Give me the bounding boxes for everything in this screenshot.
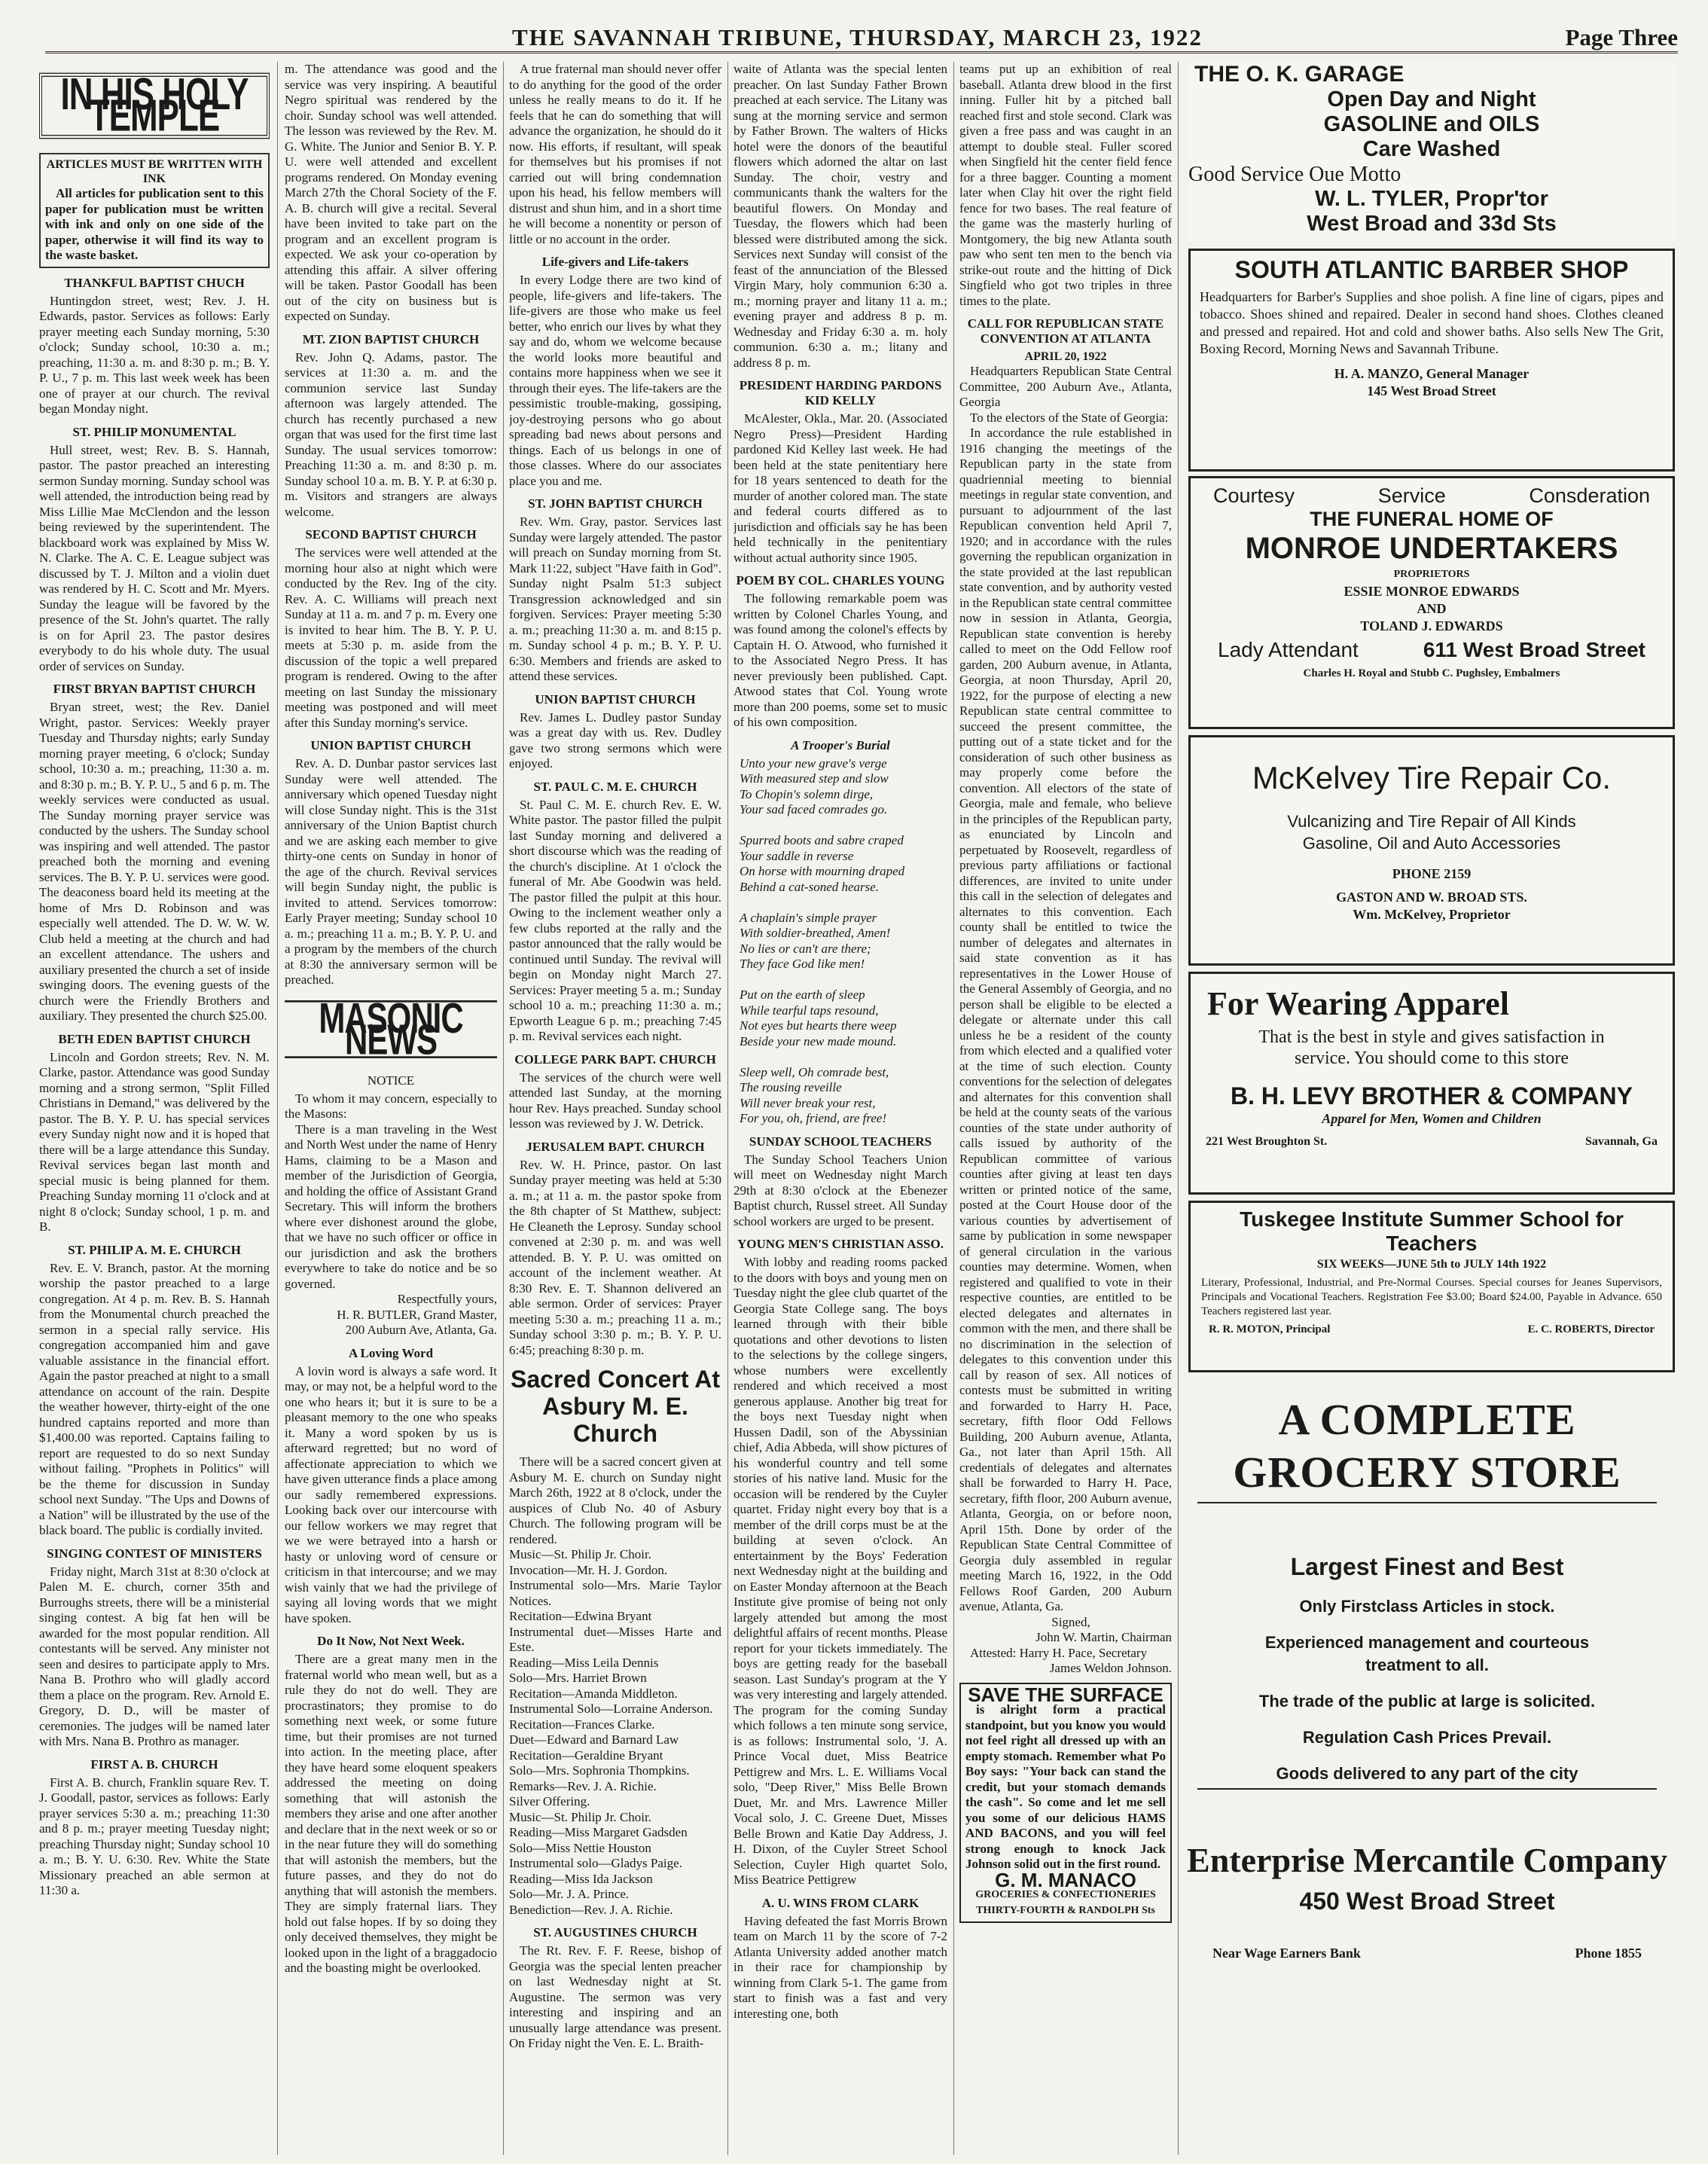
barber-manager: H. A. MANZO, General Manager (1334, 366, 1530, 381)
article-heading: CALL FOR REPUBLICAN STATE CONVENTION AT ATLANTA (967, 316, 1164, 346)
tuskegee-ad (1188, 1201, 1675, 1372)
poem-line: On horse with mourning draped (740, 864, 905, 878)
paper-title: THE SAVANNAH TRIBUNE, THURSDAY, MARCH 23, 1922 (512, 24, 1203, 50)
program-item: Benediction—Rev. J. A. Richie. (509, 1902, 673, 1917)
column-3 (509, 62, 721, 2156)
grocery-lines (1182, 1506, 1672, 1785)
poem-line: Not eyes but hearts there weep (740, 1018, 897, 1033)
article-body: Lincoln and Gordon streets; Rev. N. M. Clarke, pastor. Attendance was good Sunday morning and a strong sermon, "Split Filled Christians in Demand," was delivered by the pastor. The B. Y. P. U. has special services every Sunday night now and it is hoped that there will be a large attendance this Sunday. Revival services began last month and special music is being planned for them. Preaching Sunday morning 11 o'clock and at night 8 o'clock; Sunday school, 1 p. m. and B. (39, 1049, 270, 1234)
article-body: With lobby and reading rooms packed to the doors with boys and young men on Tuesday night the glee club quartet of the Georgia State College sang. The boys learned through with their bible quotations and other devotions to listen to the selections by the college singers, whose numbers were excellently rendered and which received a most generous applause. Another big treat for the boys next Tuesday night when Hussen Dadil, son of the Abyssinian chief, Adia Abbeda, will show pictures of his wonderful country and tell some stories of his native land. Music for the occasion will be rendered by the Cuyler quartet. Friday night every boy that is a member of the drill corps must be at the building at seven o'clock. An entertainment by the Boys' Federation next Wednesday night at the building and on Easter Monday afternoon at the Beach Institute give promise of being not only largely attended but among the most delightful affairs of recent months. Please report for your tickets immediately. The boys are getting ready for the baseball season. Last Sunday's program at the Y was very interesting and largely attended. The program for the coming Sunday which follows a ten minute song service, is as follows: Instrumental solo, 'J. A. Prince Vocal duet, Miss Beatrice Pettigrew and Mrs. L. E. Williams Vocal solo, "Deep River," Miss Belle Brown Duet, Mr. and Mrs. Lawrence Miller Vocal solo, J. C. Greene Duet, Misses Belle Brown and Katie Day Address, J. H. Dixon, of the Cuyler Street School Selection, Cuyler High quartet Solo, Miss Beatrice Pettigrew (734, 1255, 947, 1887)
barber-address: 145 West Broad Street (1367, 383, 1496, 398)
save-surface-name: G. M. MANACO (995, 1868, 1136, 1891)
article-heading: SECOND BAPTIST CHURCH (305, 527, 477, 542)
article-body: teams put up an exhibition of real baseball. Atlanta drew blood in the first inning. Fuller hit by a pitched ball reached first and stole second. Clark was given a free pass and was caught in an attempt to double steal. Fuller scored when Singfield hit the center field fence for a three bagger. Counting a moment later when Clay hit over the right field fence for two bases. The real feature of the game was the masterly hurling of Montgomery, the big new Atlanta south paw who sent ten men to the bench via strike-out route and the hitting of Dick Singfield who got two triples in three times to the plate. (959, 62, 1172, 308)
article-heading: UNION BAPTIST CHURCH (535, 691, 696, 707)
grocery-line: Experienced management and courteous treatment to all. (1264, 1633, 1590, 1674)
tire-heading: McKelvey Tire Repair Co. (1252, 760, 1612, 795)
article-heading: A. U. WINS FROM CLARK (761, 1895, 920, 1910)
program-item: Solo—Mr. J. A. Prince. (509, 1887, 630, 1901)
funeral-proprietor: ESSIE MONROE EDWARDS (1344, 584, 1520, 599)
ok-garage-ad (1188, 62, 1675, 241)
notice-body: There is a man traveling in the West and North West under the name of Henry Hams, claiming to be a Mason and member of the Jurisdiction of Georgia, and holding the office of Assistant Grand Secretary. This will inform the brothers where ever dishonest around the globe, that we have no such officer or office in our jurisdiction and ask the brothers everywhere to take do notice and be so governed. (285, 1122, 497, 1291)
column-5 (959, 62, 1172, 2156)
grocery-line: Only Firstclass Articles in stock. (1299, 1597, 1555, 1616)
ink-notice (39, 153, 270, 268)
tuskegee-signatures (1191, 1322, 1673, 1338)
convention-date: APRIL 20, 1922 (1024, 350, 1107, 363)
article-heading: Life-givers and Life-takers (541, 255, 689, 269)
poem-line: Beside your new made mound. (740, 1033, 897, 1048)
funeral-tagline-word: Consderation (1529, 484, 1650, 507)
poem-title: A Trooper's Burial (791, 737, 890, 752)
article-body: There are a great many men in the fraternal world who mean well, but as a rule they do not do well. They are procrastinators; they promise to do something next week, or some future time, but their promises are not turned into action. In the meeting place, after they have heard some eloquent speakers addressed the meeting on doing something that will astonish the members they arise and one after another and declare that in the next week or so or in the near future they will do something that will astonish the members, but the future passes, and they do not do anything that will astonish the members. They are simply fraternal liars. They hold out false hopes. If by so doing they only deceived themselves, they might be looked upon in the light of a braggadocio and the boasting might be overlooked. (285, 1652, 497, 1975)
grocery-line: Largest Finest and Best (1290, 1553, 1564, 1580)
apparel-tagline: That is the best in style and gives satisfaction in service. You should come to this store (1258, 1027, 1605, 1068)
article-body: A lovin word is always a safe word. It may, or may not, be a helpful word to the one who hears it; but it is sure to be a pleasant memory to the one who speaks it. Many a word spoken by us is afterward regretted; but no word of affectionate appreciation to which we have given utterance finds a place among our sadly remembered expressions. Looking back over our intercourse with our fellow workers we may regret that we we were betrayed into a harsh or hasty or unloving word of censure or criticism in that intercourse; and we may wish vainly that we had the privilege of saying all loving words that we might have spoken. (285, 1363, 497, 1625)
article-body: Rev. James L. Dudley pastor Sunday was a great day with us. Rev. Dudley gave two strong sermons which were enjoyed. (509, 710, 721, 771)
article-body: Rev. Wm. Gray, pastor. Services last Sunday were largely attended. The pastor will preach on Sunday morning from St. Mark 11:22, subject "Have faith in God". Sunday night Psalm 51:3 subject Transgression acknowledged and sin forgiven. Services: Prayer meeting 5:30 a. m.; preaching 11:30 a. m. and 8:15 p. m. Sunday school 4 p. m.; B. Y. P. U. 6:30. Members and friends are asked to attend these services. (509, 514, 721, 683)
grocery-phone: Phone 1855 (1575, 1946, 1642, 1961)
poem-line (734, 818, 947, 834)
program-item: Instrumental duet—Misses Harte and Este. (509, 1624, 721, 1654)
barber-heading: SOUTH ATLANTIC BARBER SHOP (1234, 256, 1629, 283)
grocery-company: Enterprise Mercantile Company (1187, 1841, 1667, 1879)
concert-heading (509, 1366, 721, 1447)
notice-heading: NOTICE (367, 1073, 415, 1088)
apparel-line: Apparel for Men, Women and Children (1322, 1111, 1542, 1126)
program-item: Invocation—Mr. H. J. Gordon. (509, 1562, 668, 1577)
poem-line: Unto your new grave's verge (740, 755, 887, 771)
article-heading: YOUNG MEN'S CHRISTIAN ASSO. (737, 1237, 944, 1251)
article-body: The services were well attended at the morning hour also at night which were conducted by the Rev. Ing of the city. Rev. A. C. Williams will preach next Sunday at 11 a. m. and 7 p. m. Every one is invited to hear him. The B. Y. P. U. meets at 5:30 p. m. aside from the discussion of the topic a well prepared program is rendered. Owing to the after meeting on last Sunday the missionary meeting was postponed and will meet after this Sunday morning's service. (285, 545, 497, 730)
article-body: The services of the church were well attended last Sunday, at the morning hour Rev. Hays preached. Sunday school lesson was reviewed by J. W. Detrick. (509, 1070, 721, 1131)
concert-program (509, 1547, 721, 1918)
article-body: Rev. A. D. Dunbar pastor services last Sunday were well attended. The anniversary which opened Tuesday night will close Sunday night. This is the 31st anniversary of the Union Baptist church and we are asking each member to give thirty-one cents on Sunday in honor of the age of the church. Revival services will begin Sunday night, the public is invited to attend. Services tomorrow: Early Prayer meeting; Sunday school 10 a. m.; preaching 11 a. m.; B. Y. P. U. and a program by the members of the church at 8:30 the anniversary sermon will be preached. (285, 756, 497, 987)
program-item: Instrumental solo—Gladys Paige. (509, 1856, 682, 1870)
poem-line: Put on the earth of sleep (740, 987, 865, 1002)
poem-line (734, 1049, 947, 1065)
poem-verses (734, 756, 947, 1127)
garage-line: Good Service Oue Motto (1188, 163, 1401, 186)
article-heading: ST. PAUL C. M. E. CHURCH (533, 779, 697, 794)
article-heading: SUNDAY SCHOOL TEACHERS (749, 1134, 932, 1149)
funeral-tagline (1191, 478, 1673, 508)
tire-repair-ad (1188, 735, 1675, 966)
article-heading: THANKFUL BAPTIST CHUCH (64, 275, 245, 290)
garage-line: Care Washed (1362, 137, 1501, 161)
signature-line: Respectfully yours, (397, 1292, 497, 1306)
poem-line: Spurred boots and sabre craped (740, 833, 904, 847)
program-item: Reading—Miss Margaret Gadsden (509, 1825, 688, 1839)
poem-line: A chaplain's simple prayer (740, 910, 877, 925)
column-4 (734, 62, 947, 2156)
funeral-attendant: Lady Attendant (1218, 638, 1359, 661)
poem-line: No lies or can't are there; (740, 941, 871, 956)
grocery-line: Goods delivered to any part of the city (1276, 1764, 1578, 1783)
tuskegee-dates: SIX WEEKS—JUNE 5th to JULY 14th 1922 (1316, 1258, 1547, 1271)
grocery-line: Regulation Cash Prices Prevail. (1302, 1728, 1552, 1747)
program-item: Silver Offering. (509, 1794, 590, 1808)
program-item: Solo—Miss Nettie Houston (509, 1840, 651, 1855)
page-number: Page Three (1565, 24, 1678, 50)
tire-services: Vulcanizing and Tire Repair of All Kinds (1287, 812, 1576, 831)
program-item: Music—St. Philip Jr. Choir. (509, 1547, 651, 1561)
poem-line: Will never break your rest, (740, 1095, 876, 1110)
funeral-tagline-word: Service (1377, 484, 1446, 507)
signature-line: Signed, (1051, 1614, 1090, 1629)
poem-line: With soldier-breathed, Amen! (740, 926, 891, 940)
column-rule (277, 62, 278, 2155)
article-body: Huntingdon street, west; Rev. J. H. Edwards, pastor. Services as follows: Early prayer meeting each Sunday morning, 5:30 o'clock; Sunday school, 10:30 a. m.; preaching, 11:30 a. m. and 8:30 p. m.; B. Y. P. U., 7 p. m. This last week week has been one of prayer at our church. The revival began Monday night. (39, 293, 270, 416)
article-body: Rev. E. V. Branch, pastor. At the morning worship the pastor preached to a large congregation. At 4 p. m. Rev. B. S. Hannah from the Monumental church preached the sermon in a special rally service. His congregation accompanied him and gave valuable assistance in the financial effort. Again the pastor preached at night to a small attendance on account of the rain. Despite the weather however, thirty-eight of the one hundred captains reported and more than $1,400.00 was reported. Captains failing to report are requested to do so next Sunday without failing. "Prophets in Politics" will be the theme for discussion in Sunday school next Sunday. "The Ups and Downs of a Nation" will be illustrated by the use of the black board. The public is cordially invited. (39, 1260, 270, 1537)
poem-line: With measured step and slow (740, 771, 889, 786)
garage-line: West Broad and 33d Sts (1307, 212, 1557, 236)
article-body: m. The attendance was good and the service was very inspiring. A beautiful Negro spiritual was rendered by the choir. Sunday school was well attended. The lesson was reviewed by the Rev. M. G. White. The Junior and Senior B. Y. P. U. were well attended and excellent programs rendered. On Monday evening March 27th the Choral Society of the F. A. B. church will give a recital. Several have been invited to take part on the program and an excellent program is expected. We ask your co-operation by attending this affair. A silver offering will be taken. Pastor Goodall has been out of the city on business but is expected on Sunday. (285, 62, 497, 323)
article-heading: A Loving Word (348, 1345, 434, 1360)
garage-line: W. L. TYLER, Propr'tor (1315, 187, 1548, 211)
funeral-name: MONROE UNDERTAKERS (1245, 532, 1618, 565)
funeral-embalmers: Charles H. Royal and Stubb C. Pughsley, Embalmers (1303, 667, 1560, 679)
signature-line: John W. Martin, Chairman (1035, 1630, 1172, 1644)
poem-line: Sleep well, Oh comrade best, (740, 1064, 889, 1079)
article-heading: ST. PHILIP A. M. E. CHURCH (68, 1242, 241, 1257)
poem-line: Your sad faced comrades go. (740, 802, 888, 816)
garage-line: THE O. K. GARAGE (1194, 62, 1405, 87)
program-item: Solo—Mrs. Harriet Brown (509, 1671, 647, 1685)
poem-line: The rousing reveille (740, 1080, 842, 1094)
article-body: First A. B. church, Franklin square Rev. T. J. Goodall, pastor, services as follows: Early prayer services 5:30 a. m.; preaching 11:30 and 8 p. m.; prayer meeting Tuesday night; preaching Thursday night; Sunday school 10 a. m.; B. Y. U. 6:30. Rev. White the State Missionary preached an able sermon at 11:30 a. (39, 1775, 270, 1897)
article-heading: FIRST A. B. CHURCH (90, 1757, 218, 1772)
poem-line: Behind a cat-soned hearse. (740, 879, 880, 894)
article-heading: BETH EDEN BAPTIST CHURCH (58, 1031, 251, 1046)
poem-line (734, 972, 947, 988)
article-body: In accordance the rule established in 1916 changing the meetings of the Republican party in the state from quadriennial meeting to biennial meetings in regular state convention, and pursuant to adjournment of the last Republican convention held April 7, 1920; and in accordance with the rules governing the republican organization in the state provided at the last republican state convention, and by authority vested in the Republican state central committee now in session in Atlanta, Georgia, Republican state convention is hereby called to meet on the Odd Fellow roof garden, 200 Auburn avenue, in Atlanta, Georgia, at noon Thursday, April 20, 1922, for the purpose of electing a new Republican state central committee to succeed the present committee, the putting out of a state ticket and for the consideration of such other business as may properly come before the convention. All electors of the state of Georgia, male and female, who believe in the principles of the Republican party, as enunciated by Lincoln and perpetuated by Roosevelt, regardless of previous party affiliations or factional differences, are invited to unite under this call in the selection of delegates and alternates to this convention. Each county shall be entitled to twice the number of delegates and alternates in said state convention as it has representatives in the Lower House of the General Assembly of Georgia, and no person shall be eligible to be elected a delegate or alternate under this call unless he be a resident of the county from which elected and a qualified voter at the time of such election. County conventions for the selection of delegates and alternates for this convention shall be held at the county seats of the various counties of the state under authority of calls issued by authority of the Republican committee of various counties after giving at least ten days written or printed notice of the same, posted at the Court House door of the various counties by advertisement of same by publication in some newspaper of general circulation in the various counties may determine. Women, when registered and qualified to vote in their respective counties, are entitled to be elected delegates and alternates in common with the men, and there shall be no discrimination in the selection of delegates to this convention under this call by reason of sex. All notices of contests must be submitted in writing and forwarded to Harry H. Pace, secretary, fifth floor Odd Fellows Building, 200 Auburn avenue, Atlanta, Ga., not later than April 15th. All credentials of delegates and alternates shall be forwarded to Harry H. Pace, secretary, fifth floor, 200 Auburn avenue, Atlanta, Georgia, on or before noon, April 15th. Done by order of the Republican State Central Committee of Georgia duly assembled in regular meeting March 16, 1922, in the Odd Fellows Roof Garden, 200 Auburn avenue, Atlanta, Ga. (959, 426, 1172, 1613)
article-heading: ST. JOHN BAPTIST CHURCH (528, 496, 703, 511)
program-item: Duet—Edward and Barnard Law (509, 1732, 679, 1747)
funeral-address: 611 West Broad Street (1423, 638, 1645, 661)
notice-body: All articles for publication sent to this paper for publication must be written with ink and only on one side of the paper, otherwise it will find its way to the waste basket. (45, 186, 264, 262)
article-heading: COLLEGE PARK BAPT. CHURCH (514, 1051, 716, 1067)
column-1 (39, 62, 270, 2156)
article-heading: PRESIDENT HARDING PARDONS KID KELLY (739, 378, 942, 407)
tuskegee-director: E. C. ROBERTS, Director (1527, 1323, 1655, 1335)
signature-line: H. R. BUTLER, Grand Master, (337, 1307, 497, 1322)
apparel-heading: For Wearing Apparel (1207, 985, 1509, 1022)
program-item: Remarks—Rev. J. A. Richie. (509, 1778, 657, 1793)
program-item: Instrumental solo—Mrs. Marie Taylor Notices. (509, 1578, 721, 1608)
article-body: Rev. John Q. Adams, pastor. The services at 11:30 a. m. and the communion service last Sunday afternoon was largely attended. The church has recently purchased a new organ that was used for the first time last Sunday. The usual services tomorrow: Preaching 11:30 a. m. and 8:30 p. m. Sunday school 10 a. m. B. Y. P. at 6:30 p. m. Visitors and strangers are always welcome. (285, 349, 497, 519)
article-body: Rev. W. H. Prince, pastor. On last Sunday prayer meeting was held at 5:30 a. m.; at 11 a. m. the pastor spoke from the 8th chapter of St Matthew, subject: He Cleaneth the Leprosy. Sunday school convened at 2:30 p. m. and was well attended. B. Y. P. U. was omitted on account of the inclement weather. At 8:30 Rev. E. T. Shannon delivered an able sermon. Order of services: Prayer meeting 5:30 a. m.; preaching 11 a. m.; Sunday school 3:30 p. m.; B. Y. P. U. 6:45; preaching 8:30 p. m. (509, 1157, 721, 1357)
grocery-divider (1197, 1788, 1657, 1790)
grocery-footer (1182, 1915, 1672, 1961)
article-heading: ST. PHILIP MONUMENTAL (72, 424, 236, 439)
article-body: Bryan street, west; the Rev. Daniel Wright, pastor. Services: Weekly prayer Tuesday and Thursday nights; early Sunday morning prayer meeting, 6 o'clock; Sunday school, 10:30 a. m.; preaching, 11:30 a. m. and 8:30 p. m.; B. Y. P. U., 5 and 6 p. m. The weekly services were conducted as usual. The Sunday morning prayer service was conducted by the ushers. The Sunday school was inspiring and well attended. The pastor preached both the morning and evening services. The B. Y. P. U. services were good. The deaconess board held its meeting at the home of Mrs D. Robinson and was especially well attended. The D. W. W. W. Club held a meeting at the church and had an excellent attendance. The ushers and auxiliary presented the church a set of inside swinging doors. The evening guests of the church were the Friendly Brothers and auxiliary. They presented the church $25.00. (39, 700, 270, 1023)
article-body: The Rt. Rev. F. F. Reese, bishop of Georgia was the special lenten preacher on last Wednesday night at St. Augustine. The sermon was very interesting and inspiring and an unusually large attendance was present. On Friday night the Ven. E. L. Braith- (509, 1943, 721, 2050)
save-surface-heading: SAVE THE SURFACE (968, 1683, 1164, 1706)
save-surface-address: GROCERIES & CONFECTIONERIES THIRTY-FOURTH & RANDOLPH Sts (975, 1889, 1156, 1916)
article-body: Friday night, March 31st at 8:30 o'clock at Palen M. E. church, corner 35th and Burroughs streets, there will be a ministerial singing contest. A big fat hen will be awarded for the most popular rendition. All contestants will be served. Any minister not seen and desires to participate apply to Mrs. Nana B. Prothro who will gladly accord them a place on the program. Rev. Arnold E. Gregory, D. D., will be master of ceremonies. The judges will be named later with Mrs. Nana B. Prothro as manager. (39, 1564, 270, 1748)
article-body: McAlester, Okla., Mar. 20. (Associated Negro Press)—President Harding pardoned Kid Kelley last week. He had been held at the state penitentiary here for 18 years sentenced to death for the murder of another colored man. The state and federal courts differed as to jurisdiction and officials say he has been held technically in the penitentiary without actual authority since 1905. (734, 411, 947, 565)
apparel-address-row (1191, 1128, 1673, 1156)
garage-lines (1188, 62, 1675, 237)
poem-line: To Chopin's solemn dirge, (740, 786, 874, 801)
program-item: Reading—Miss Ida Jackson (509, 1871, 653, 1886)
article-heading: Do It Now, Not Next Week. (317, 1634, 465, 1648)
poem-line: While tearful taps resound, (740, 1003, 879, 1018)
article-heading: POEM BY COL. CHARLES YOUNG (736, 573, 945, 588)
program-item: Recitation—Amanda Middleton. (509, 1686, 678, 1701)
column-rule (727, 62, 728, 2155)
tire-address: GASTON AND W. BROAD STS. (1336, 890, 1527, 905)
grocery-address: 450 West Broad Street (1299, 1888, 1555, 1915)
program-item: Music—St. Philip Jr. Choir. (509, 1809, 651, 1824)
convention-salutation: To the electors of the State of Georgia: (970, 410, 1169, 425)
funeral-heading: THE FUNERAL HOME OF (1310, 508, 1554, 530)
article-heading: UNION BAPTIST CHURCH (310, 738, 471, 752)
funeral-proprietor: TOLAND J. EDWARDS (1360, 618, 1503, 633)
barber-shop-ad (1188, 249, 1675, 472)
grocery-ad (1182, 1378, 1672, 2139)
garage-line: Open Day and Night (1327, 87, 1536, 111)
tire-proprietor: Wm. McKelvey, Proprietor (1353, 907, 1511, 922)
article-body: Hull street, west; Rev. B. S. Hannah, pastor. The pastor preached an interesting sermon Sunday morning. Sunday school was well attended, the introduction being read by Miss Lillie Mae McClendon and the lesson being reviewed by the superintendent. The blackboard work was explained by Miss W. N. Clarke. The A. C. E. League subject was discussed by T. J. Milton and a violin duet was rendered by H. C. Scott and Mr. Myers. Sunday the league will be favored by the presence of the St. John's quartet. The rally is on for April 23. The pastor desires everybody to do his whole duty. The usual order of services on Sunday. (39, 442, 270, 673)
article-heading: SINGING CONTEST OF MINISTERS (47, 1546, 262, 1561)
article-body: St. Paul C. M. E. church Rev. E. W. White pastor. The pastor filled the pulpit last Sunday morning and delivered a short discourse which was the reading of the church's discipline. At 1 o'clock the funeral of Mr. Abe Goodwin was held. The pastor filled the pulpit at this hour. Owing to the inclement weather only a few clubs reported at the rally and the pastor announced that the rally would be continued until Sunday. The revival will begin on Monday night March 27. Services: Prayer meeting 5 a. m.; Sunday school 10 a. m.; preaching 11:30 a. m.; Epworth League 6 p. m.; preaching 7:45 p. m. Revival services each night. (509, 797, 721, 1043)
funeral-proprietors-label: PROPRIETORS (1393, 569, 1470, 580)
apparel-store-name: B. H. LEVY BROTHER & COMPANY (1231, 1082, 1633, 1109)
apparel-address: 221 West Broughton St. (1206, 1135, 1328, 1148)
concert-heading-line: Sacred Concert At (511, 1366, 720, 1393)
tire-phone: PHONE 2159 (1392, 866, 1472, 881)
signature-line: 200 Auburn Ave, Atlanta, Ga. (345, 1323, 497, 1337)
column-rule (1178, 62, 1179, 2155)
article-body: Having defeated the fast Morris Brown team on March 11 by the score of 7-2 Atlanta University added another match in their race for championship by winning from Clark 5-1. The game from start to finish was a fast and very interesting one, both (734, 1913, 947, 2021)
tuskegee-principal: R. R. MOTON, Principal (1209, 1323, 1331, 1335)
funeral-attendant-row (1191, 635, 1673, 665)
poem-line: For you, oh, friend, are free! (740, 1111, 887, 1125)
article-body: The following remarkable poem was written by Colonel Charles Young, and was found among the colonel's effects by Captain H. O. Atwood, who furnished it to the Associated Negro Press. It has never previously been published. Capt. Atwood states that Col. Young wrote more than 200 poems, some set to music of his own composition. (734, 591, 947, 729)
garage-line: GASOLINE and OILS (1323, 112, 1540, 136)
convention-address: Headquarters Republican State Central Committee, 200 Auburn Ave., Atlanta, Georgia (959, 364, 1172, 409)
article-heading: FIRST BRYAN BAPTIST CHURCH (53, 682, 256, 696)
article-body: waite of Atlanta was the special lenten preacher. On last Sunday Father Brown preached at each service. The Litany was sung at the morning service and sermon by Father Brown. The walters of Hicks hotel were the donors of the beautiful flowers which adorned the altar on last Sunday. The choir, vestry and communicants thank the walters for the beautiful flowers. On Monday and Tuesday, the flowers which had been blessed were distributed among the sick. Services next Sunday will consist of the feast of the annunciation of the Blessed Virgin Mary, holy communion 6:30 a. m.; morning prayer and litany 11 a. m.; evening prayer and address 8 p. m. Wednesday and Friday 6:30 a. m. holy communion. 6:30 a. m.; litany and address 8 p. m. (734, 62, 947, 370)
apparel-city: Savannah, Ga (1584, 1135, 1658, 1148)
funeral-tagline-word: Courtesy (1213, 484, 1295, 507)
signature-line: James Weldon Johnson. (1049, 1661, 1172, 1675)
concert-heading-line: Asbury M. E. Church (542, 1393, 688, 1447)
poem-line: They face God like men! (740, 957, 865, 971)
concert-intro: There will be a sacred concert given at Asbury M. E. church on Sunday night March 26th, 1922 at 8 o'clock, under the auspices of Club No. 40 of Asbury Church. The following program will be rendered. (509, 1454, 721, 1546)
article-heading: JERUSALEM BAPT. CHURCH (526, 1139, 705, 1154)
apparel-ad (1188, 972, 1675, 1195)
article-body: A true fraternal man should never offer to do anything for the good of the order unless he really means to do it. If he feels that he can do something that will advance the organization, he should do it now. His efforts, if resultant, will speak for themselves but his promises if not carried out will bring condemnation upon his head, his fellow members will distrust and shun him, and in a short time he will become a nonentity or person of little or no account in the order. (509, 62, 721, 246)
notice-salutation: To whom it may concern, especially to the Masons: (285, 1091, 497, 1121)
grocery-divider (1197, 1502, 1657, 1503)
article-heading: MT. ZION BAPTIST CHURCH (302, 331, 480, 346)
tire-products: Gasoline, Oil and Auto Accessories (1302, 834, 1561, 853)
article-body: In every Lodge there are two kind of people, life-givers and life-takers. The life-givers are those who make us feel better, who enrich our lives by what they say and do, whom we welcome because the world looks more beautiful and contains more happiness when we see it through their eyes. The life-takers are the pessimistic trouble-making, gossiping, joy-destroying persons who go about spreading bad news about persons and things. Each of us belongs in one of those classes. Where do our associates place you and me. (509, 273, 721, 488)
tuskegee-heading: Tuskegee Institute Summer School for Teachers (1240, 1207, 1624, 1255)
column-rule (953, 62, 954, 2155)
poem-line (734, 895, 947, 911)
poem-line: Your saddle in reverse (740, 848, 854, 863)
program-item: Reading—Miss Leila Dennis (509, 1655, 659, 1670)
barber-body: Headquarters for Barber's Supplies and shoe polish. A fine line of cigars, pipes and tobacco. Shoes shined and repaired. Dealer in second hand shoes. Clothes cleaned and pressed and repaired. Hot and cold and shower baths. Also sells New The Grit, Boxing Record, Morning News and Savannah Tribune. (1200, 289, 1664, 356)
funeral-home-ad (1188, 476, 1675, 729)
program-item: Recitation—Geraldine Bryant (509, 1747, 663, 1763)
funeral-and: AND (1417, 601, 1447, 616)
column-rule (503, 62, 504, 2155)
grocery-near: Near Wage Earners Bank (1212, 1946, 1361, 1961)
article-heading: ST. AUGUSTINES CHURCH (533, 1925, 697, 1940)
tuskegee-body: Literary, Professional, Industrial, and Pre-Normal Courses. Special courses for Jeanes Supervisors, Principals and Vocational Teachers. Registration Fee $3.00; Board $24.00, Payable in Advance. 650 Teachers registered last year. (1201, 1277, 1662, 1317)
masonic-news-banner: MASONIC NEWS (285, 1000, 497, 1058)
program-item: Recitation—Edwina Bryant (509, 1609, 652, 1623)
program-item: Recitation—Frances Clarke. (509, 1717, 655, 1732)
article-body: The Sunday School Teachers Union will meet on Wednesday night March 29th at 8:30 o'clock at the Ebenezer Baptist church, Russel street. All Sunday school workers are urged to be present. (734, 1152, 947, 1229)
masthead (45, 12, 1678, 53)
save-surface-body: is alright form a practical standpoint, but you know you would not feel right all dressed up with an empty stomach. Remember what Po Boy says: "Your back can stand the credit, but your stomach demands the cash". So come and let me sell you some of our delicious HAMS AND BACONS, and you will feel strong enough to knock Jack Johnson solid out in the first round. (965, 1702, 1166, 1871)
notice-title: ARTICLES MUST BE WRITTEN WITH INK (46, 158, 263, 185)
column-2 (285, 62, 497, 2156)
holy-temple-banner: IN HIS HOLY TEMPLE (39, 73, 270, 139)
program-item: Solo—Mrs. Sophronia Thompkins. (509, 1763, 690, 1778)
grocery-line: The trade of the public at large is solicited. (1258, 1692, 1596, 1711)
program-item: Instrumental Solo—Lorraine Anderson. (509, 1702, 713, 1716)
grocery-heading: A COMPLETE GROCERY STORE (1233, 1395, 1621, 1497)
save-surface-ad (959, 1683, 1172, 1924)
signature-line: Attested: Harry H. Pace, Secretary (970, 1645, 1148, 1660)
